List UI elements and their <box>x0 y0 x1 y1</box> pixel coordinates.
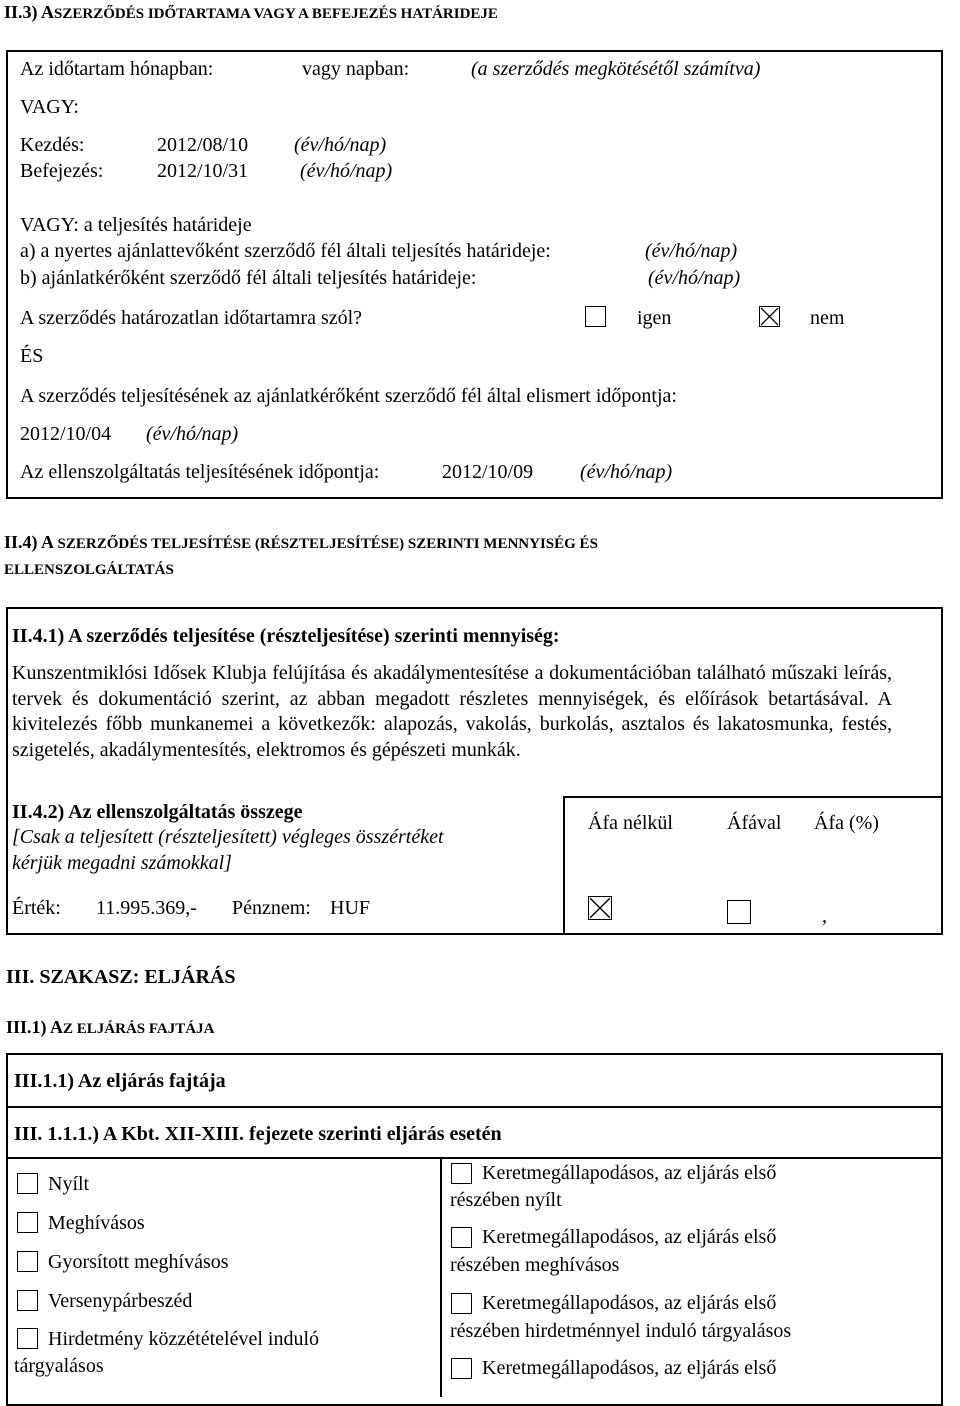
recognized-value: 2012/10/04 <box>20 423 112 445</box>
heading-text: SZERZŐDÉS TELJESÍTÉSE (RÉSZTELJESÍTÉSE) SZERINTI MENNYISÉG ÉS <box>57 536 598 552</box>
or-label-1: VAGY: <box>20 96 79 118</box>
yes-label: igen <box>637 307 672 329</box>
checkmark-x-icon <box>760 307 779 326</box>
or-label-2: VAGY: a teljesítés határideje <box>20 214 252 236</box>
currency-label: Pénznem: <box>232 897 311 919</box>
option-framework-other-l1: Keretmegállapodásos, az eljárás első <box>482 1357 777 1379</box>
amount-note-1: [Csak a teljesített (részteljesített) végleges összértéket <box>12 826 444 848</box>
end-label: Befejezés: <box>20 160 104 182</box>
heading-num: III.1) <box>6 1017 47 1037</box>
option-framework-negotiated-l2: részében hirdetménnyel induló tárgyalásos <box>450 1320 792 1342</box>
end-value: 2012/10/31 <box>157 160 249 182</box>
recognized-question: A szerződés teljesítésének az ajánlatkérőként szerződő fél által elismert időpontja: <box>20 385 677 407</box>
value-amount: 11.995.369,- <box>96 897 197 919</box>
option-dialogue-label: Versenypárbeszéd <box>48 1290 193 1312</box>
section-2-4-box <box>6 607 943 935</box>
indefinite-question: A szerződés határozatlan időtartamra szól? <box>20 307 363 329</box>
duration-label: Az időtartam hónapban: <box>20 58 214 80</box>
section-2-3-heading <box>4 2 498 23</box>
vat-comma: , <box>822 905 827 927</box>
option-negotiated-label: Hirdetmény közzétételével induló <box>48 1328 320 1350</box>
from-signing-note: (a szerződés megkötésétől számítva) <box>471 58 761 80</box>
yes-checkbox[interactable] <box>585 306 606 327</box>
option-framework-other-checkbox[interactable] <box>451 1358 472 1379</box>
option-framework-open-checkbox[interactable] <box>451 1163 472 1184</box>
heading-text-2: ELLENSZOLGÁLTATÁS <box>4 562 174 578</box>
option-restricted-label: Meghívásos <box>48 1212 145 1234</box>
option-dialogue-checkbox[interactable] <box>17 1290 38 1311</box>
option-framework-restricted-l1: Keretmegállapodásos, az eljárás első <box>482 1226 777 1248</box>
section-2-4-heading-line2 <box>4 558 174 579</box>
amount-top-divider <box>563 796 943 798</box>
start-value: 2012/08/10 <box>157 134 249 156</box>
start-format: (év/hó/nap) <box>294 134 387 156</box>
amount-left-divider <box>563 796 565 935</box>
recognized-format: (év/hó/nap) <box>146 423 239 445</box>
procedure-type-title: III.1.1) Az eljárás fajtája <box>14 1070 226 1092</box>
deadline-line-b: b) ajánlatkérőként szerződő fél általi teljesítés határideje: <box>20 267 477 289</box>
heading-initial: A <box>41 2 55 22</box>
option-negotiated-checkbox[interactable] <box>17 1328 38 1349</box>
option-open-checkbox[interactable] <box>17 1173 38 1194</box>
no-checkbox-checked[interactable] <box>759 306 780 327</box>
deadline-a-format: (év/hó/nap) <box>645 240 738 262</box>
heading-num: II.4) <box>4 532 38 552</box>
quantity-text: Kunszentmiklósi Idősek Klubja felújítása és akadálymentesítése a dokumentációban található műszaki leírás, tervek és dokumentáció szerint, az abban megadott részletes mennyiségek, és előírások betartásával. A kivitelezés főbb munkanemei a következők: alapozás, vakolás, burkolás, asztalos és lakatosmunka, festés, szigetelés, akadálymentesítés, elektromos és gépészeti munkák. <box>12 662 892 761</box>
col-gross-header: Áfával <box>727 812 782 834</box>
consideration-question: Az ellenszolgáltatás teljesítésének időpontja: <box>20 461 380 483</box>
option-framework-open-l2: részében nyílt <box>450 1189 562 1211</box>
gross-checkbox[interactable] <box>727 900 751 924</box>
and-label: ÉS <box>20 345 44 367</box>
option-framework-negotiated-checkbox[interactable] <box>451 1293 472 1314</box>
start-label: Kezdés: <box>20 134 85 156</box>
procedure-options-title: III. 1.1.1.) A Kbt. XII-XIII. fejezete szerinti eljárás esetén <box>14 1123 502 1145</box>
deadline-line-a: a) a nyertes ajánlattevőként szerződő fél általi teljesítés határideje: <box>20 240 551 262</box>
options-column-divider <box>440 1157 442 1397</box>
option-framework-restricted-checkbox[interactable] <box>451 1227 472 1248</box>
heading-initial: A <box>41 532 54 552</box>
no-label: nem <box>810 307 845 329</box>
amount-title: II.4.2) Az ellenszolgáltatás összege <box>12 801 303 823</box>
option-negotiated-label-cont: tárgyalásos <box>14 1355 104 1377</box>
amount-note-2: kérjük megadni számokkal] <box>12 852 232 874</box>
end-format: (év/hó/nap) <box>300 160 393 182</box>
consideration-format: (év/hó/nap) <box>580 461 673 483</box>
heading-text: SZERZŐDÉS IDŐTARTAMA VAGY A BEFEJEZÉS HATÁRIDEJE <box>54 6 498 22</box>
deadline-b-format: (év/hó/nap) <box>648 267 741 289</box>
col-vat-header: Áfa (%) <box>814 812 879 834</box>
currency-value: HUF <box>330 897 371 919</box>
checkmark-x-icon <box>589 897 611 919</box>
option-accelerated-label: Gyorsított meghívásos <box>48 1251 229 1273</box>
or-days-label: vagy napban: <box>302 58 410 80</box>
option-framework-negotiated-l1: Keretmegállapodásos, az eljárás első <box>482 1292 777 1314</box>
net-checkbox-checked[interactable] <box>588 896 612 920</box>
section-3-title: III. SZAKASZ: ELJÁRÁS <box>6 966 236 988</box>
value-label: Érték: <box>12 897 61 919</box>
col-net-header: Áfa nélkül <box>588 812 673 834</box>
option-framework-restricted-l2: részében meghívásos <box>450 1254 620 1276</box>
option-restricted-checkbox[interactable] <box>17 1212 38 1233</box>
quantity-title: II.4.1) A szerződés teljesítése (részteljesítése) szerinti mennyiség: <box>12 625 560 647</box>
section-3-1-heading <box>6 1017 214 1038</box>
section-2-4-heading <box>4 532 598 553</box>
heading-num: II.3) <box>4 2 38 22</box>
heading-text: Z ELJÁRÁS FAJTÁJA <box>63 1021 215 1037</box>
consideration-value: 2012/10/09 <box>442 461 534 483</box>
option-open-label: Nyílt <box>48 1173 90 1195</box>
heading-initial: A <box>50 1017 64 1037</box>
option-framework-open-l1: Keretmegállapodásos, az eljárás első <box>482 1162 777 1184</box>
options-divider <box>6 1157 943 1159</box>
option-accelerated-checkbox[interactable] <box>17 1251 38 1272</box>
